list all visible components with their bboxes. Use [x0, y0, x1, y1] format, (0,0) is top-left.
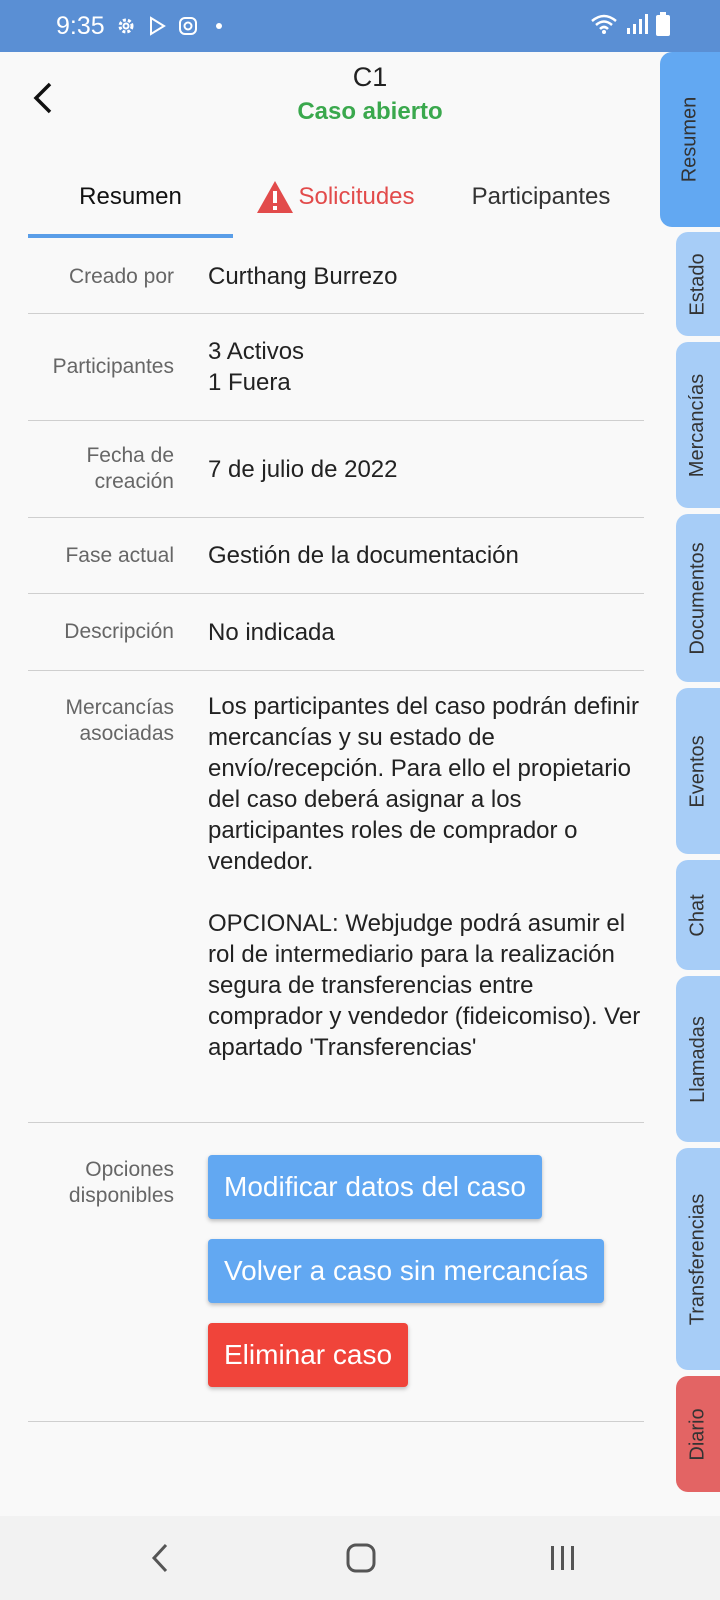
nav-back-button[interactable] [130, 1534, 190, 1582]
status-right-icons [590, 12, 670, 41]
instagram-icon [177, 15, 199, 37]
created-by-label: Creado por [68, 264, 174, 288]
battery-icon [656, 12, 670, 41]
home-icon [346, 1543, 376, 1573]
row-options [28, 1123, 644, 1422]
case-status: Caso abierto [297, 98, 443, 125]
side-tab-label: Transferencias [686, 1193, 709, 1325]
recents-icon [549, 1544, 577, 1572]
row-participants [28, 314, 644, 421]
creation-date-value: 7 de julio de 2022 [208, 455, 398, 483]
gear-icon [115, 15, 137, 37]
nav-home-button[interactable] [331, 1534, 391, 1582]
side-tab-label: Mercancías [686, 373, 709, 477]
chevron-left-icon [150, 1542, 170, 1574]
tab-resumen[interactable] [28, 155, 233, 239]
goods-value [174, 691, 644, 1122]
dot-icon [208, 15, 230, 37]
goods-paragraph-2: OPCIONAL: Webjudge podrá asumir el rol de intermediario para la realización segura de transferencias entre comprador y vendedor (fideicomiso). Ver apartado 'Transferencias' [208, 910, 641, 1061]
side-tab-label: Diario [686, 1407, 709, 1461]
tab-participantes[interactable] [438, 155, 644, 239]
row-description [28, 594, 644, 671]
participants-value [174, 336, 644, 398]
side-tab-label: Chat [686, 893, 709, 937]
row-goods [28, 671, 644, 1123]
side-tab-documentos[interactable] [676, 514, 720, 682]
wifi-icon [590, 13, 618, 40]
status-time: 9:35 [56, 11, 105, 40]
status-bar [0, 0, 720, 52]
created-by-value: Curthang Burrezo [208, 263, 398, 290]
participants-active: 3 Activos [208, 338, 305, 365]
nav-recents-button[interactable] [533, 1534, 593, 1582]
tab-label: Resumen [79, 183, 182, 210]
tab-label: Participantes [471, 183, 611, 210]
delete-case-button[interactable]: Eliminar caso [208, 1323, 408, 1387]
side-tab-label: Eventos [686, 734, 709, 808]
side-tab-estado[interactable] [676, 232, 720, 336]
creation-date-label: Fecha de creación [86, 444, 174, 493]
case-header [0, 52, 660, 142]
options-label: Opciones disponibles [68, 1158, 174, 1207]
row-phase [28, 518, 644, 594]
play-icon [146, 15, 168, 37]
system-nav-bar [0, 1516, 720, 1600]
side-tab-diario[interactable] [676, 1376, 720, 1492]
tab-solicitudes[interactable] [233, 155, 438, 239]
page-title: C1 [352, 62, 388, 92]
tab-indicator [28, 234, 233, 238]
side-tab-chat[interactable] [676, 860, 720, 970]
side-tab-label: Resumen [678, 96, 701, 183]
warning-icon [256, 180, 294, 214]
revert-case-button[interactable]: Volver a caso sin mercancías [208, 1239, 604, 1303]
row-created-by [28, 240, 644, 314]
tab-label: Solicitudes [298, 183, 415, 210]
side-tab-label: Estado [686, 252, 709, 316]
goods-label: Mercancías asociadas [65, 696, 174, 745]
signal-icon [626, 13, 648, 40]
phase-label: Fase actual [65, 543, 174, 567]
participants-label: Participantes [52, 355, 174, 378]
side-tab-mercancias[interactable] [676, 342, 720, 508]
participants-out: 1 Fuera [208, 369, 291, 396]
options-buttons [174, 1155, 644, 1421]
side-tab-eventos[interactable] [676, 688, 720, 854]
side-tab-transferencias[interactable] [676, 1148, 720, 1370]
side-tab-label: Documentos [686, 541, 709, 655]
side-tab-label: Llamadas [686, 1015, 709, 1103]
modify-case-button[interactable]: Modificar datos del caso [208, 1155, 542, 1219]
side-tabs [660, 52, 720, 1517]
top-tabs [28, 155, 644, 239]
description-value: No indicada [208, 618, 335, 646]
side-tab-resumen[interactable] [660, 52, 720, 227]
summary-content [28, 240, 644, 1422]
row-creation-date [28, 421, 644, 518]
side-tab-llamadas[interactable] [676, 976, 720, 1142]
description-label: Descripción [64, 620, 174, 643]
phase-value: Gestión de la documentación [208, 542, 519, 569]
goods-paragraph-1: Los participantes del caso podrán definir mercancías y su estado de envío/recepción. Para ello el propietario del caso deberá asignar a los participantes roles de comprador o vendedor. [208, 693, 639, 875]
